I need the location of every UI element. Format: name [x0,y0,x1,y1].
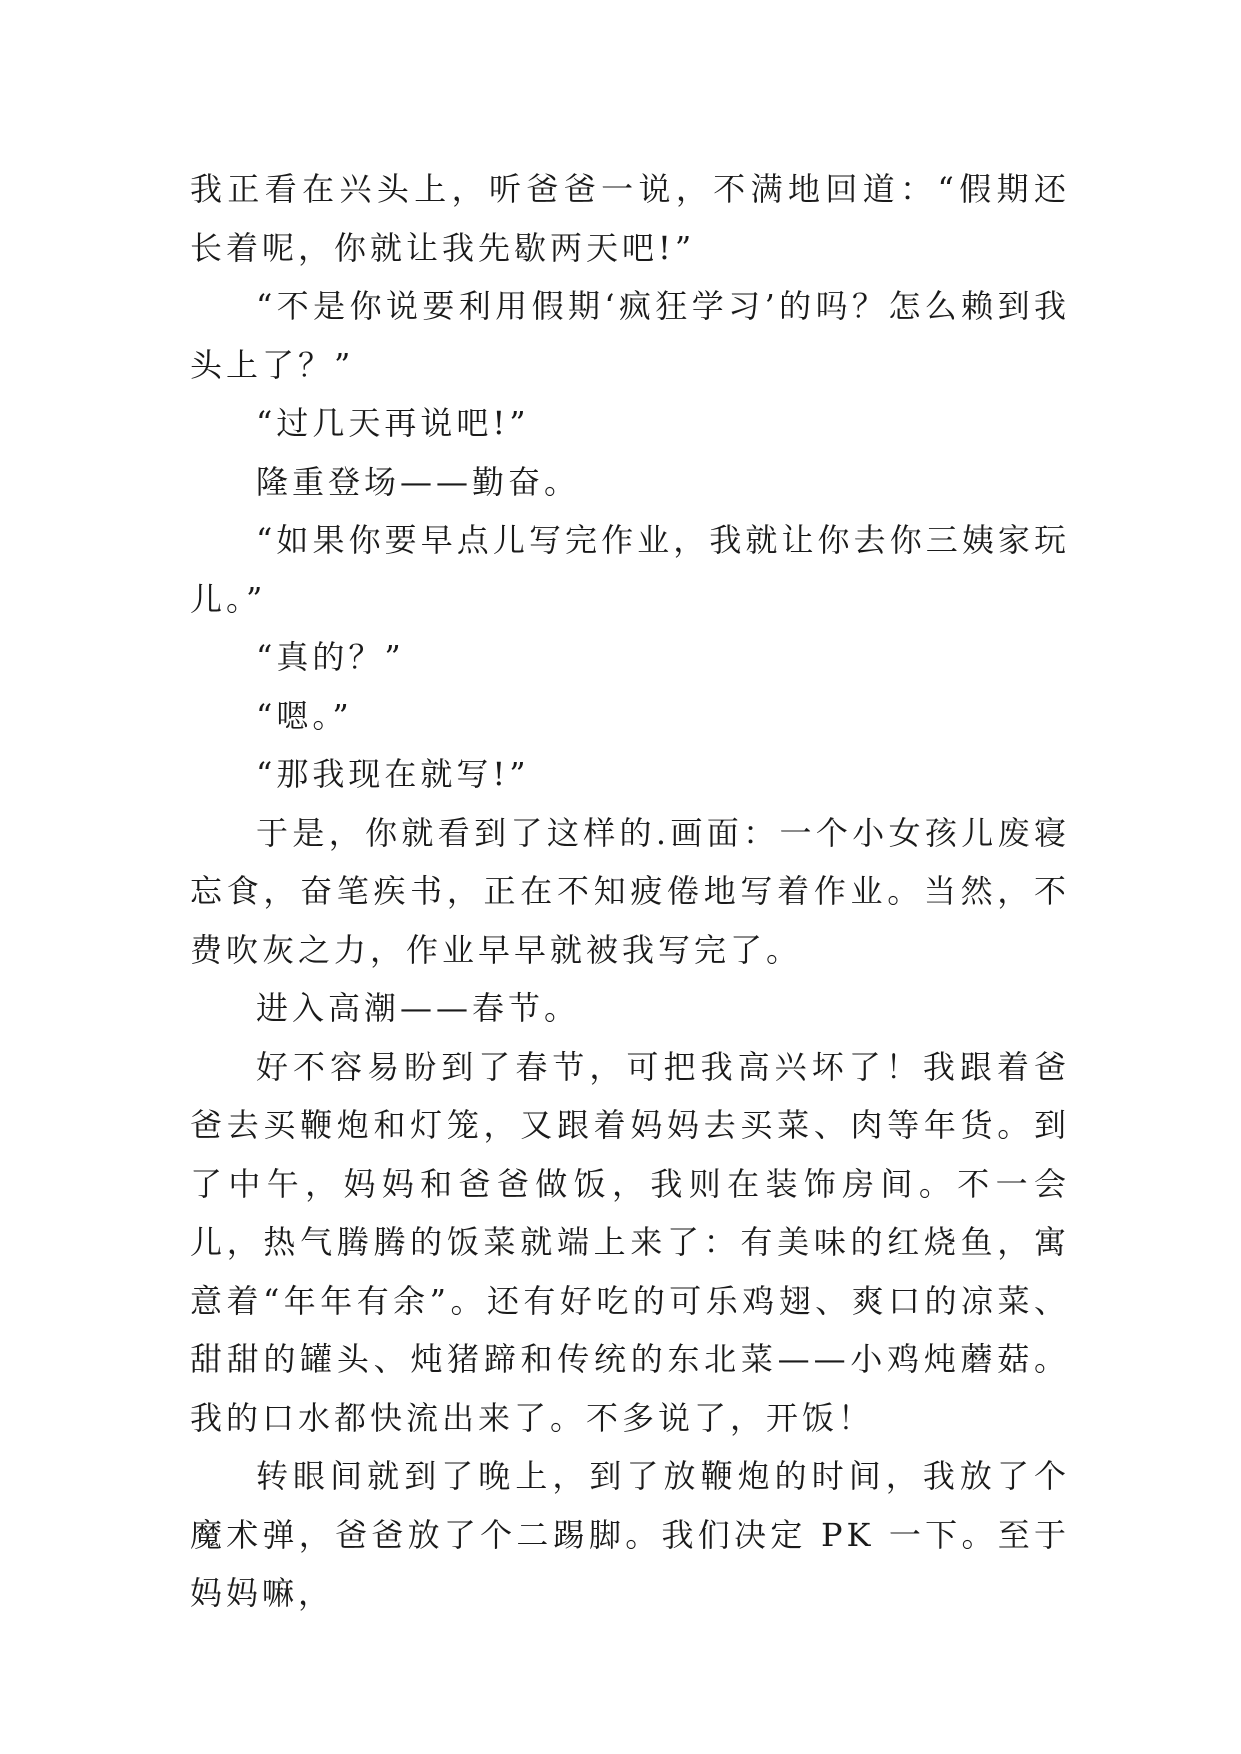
paragraph: 转眼间就到了晚上，到了放鞭炮的时间，我放了个魔术弹，爸爸放了个二踢脚。我们决定 PK 一下。至于妈妈嘛， [190,1457,1070,1612]
paragraph: “如果你要早点儿写完作业，我就让你去你三姨家玩儿。” [190,521,1070,618]
paragraph: “那我现在就写!” [256,755,530,793]
paragraph: “嗯。” [256,696,353,735]
paragraph: 隆重登场——勤奋。 [256,462,581,501]
paragraph: 进入高潮——春节。 [256,989,581,1027]
document-body [190,160,1070,1623]
paragraph: 好不容易盼到了春节，可把我高兴坏了！我跟着爸爸去买鞭炮和灯笼，又跟着妈妈去买菜、肉等年货。到了中午，妈妈和爸爸做饭，我则在装饰房间。不一会儿，热气腾腾的饭菜就端上来了：有美味的红烧鱼，寓意着“年年有余”。还有好吃的可乐鸡翅、爽口的凉菜、甜甜的罐头、炖猪蹄和传统的东北菜——小鸡炖蘑菇。我的口水都快流出来了。不多说了，开饭！ [190,1047,1070,1437]
paragraph: “不是你说要利用假期‘疯狂学习’的吗？怎么赖到我头上了？” [190,287,1070,384]
paragraph: “真的？” [256,638,405,676]
paragraph: “过几天再说吧!” [256,404,530,442]
paragraph: 我正看在兴头上，听爸爸一说，不满地回道：“假期还长着呢，你就让我先歇两天吧!” [190,170,1070,267]
paragraph: 于是，你就看到了这样的.画面：一个小女孩儿废寝忘食，奋笔疾书，正在不知疲倦地写着作业。当然，不费吹灰之力，作业早早就被我写完了。 [190,813,1070,969]
